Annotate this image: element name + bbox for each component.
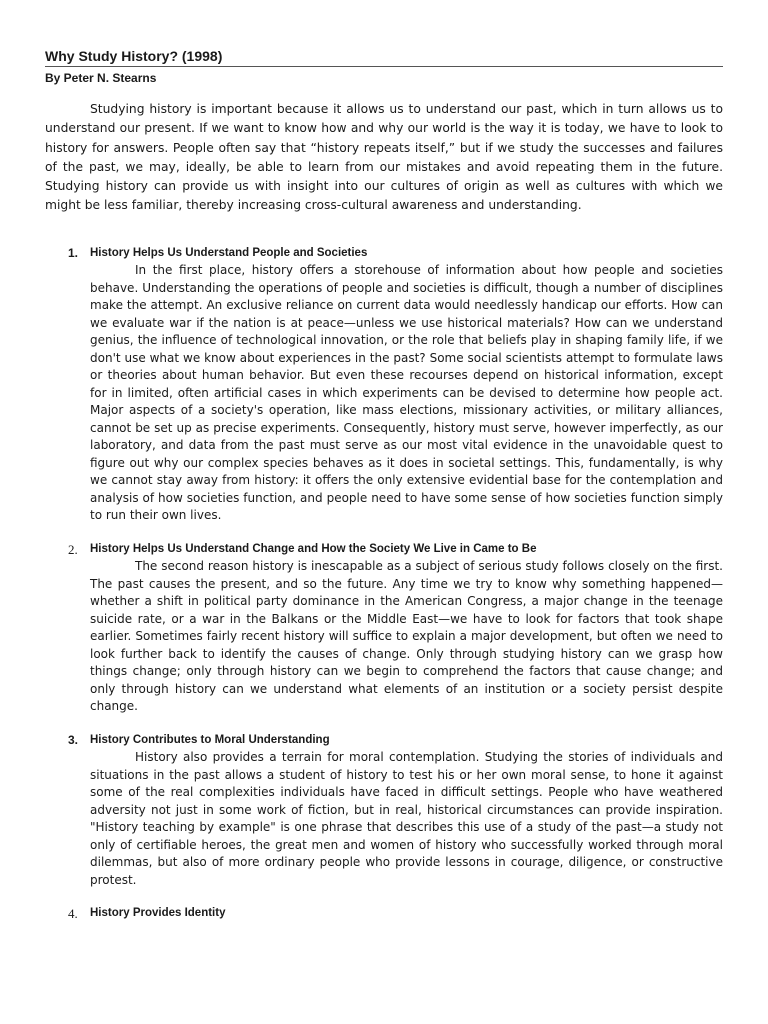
section-number: 1. — [68, 245, 79, 260]
document-page — [45, 47, 723, 923]
section-heading: History Helps Us Understand People and Societies — [90, 246, 368, 259]
author-byline: By Peter N. Stearns — [45, 71, 157, 85]
section-3 — [45, 732, 723, 890]
document-title: Why Study History? (1998) — [45, 47, 723, 67]
section-body: History also provides a terrain for moral contemplation. Studying the stories of individuals and situations in the past allows a student of history to test his or her own moral sense, to hone it against some of the real complexities individuals have faced in difficult settings. People who have weathered adversity not just in some work of fiction, but in real, historical circumstances can provide inspiration. "History teaching by example" is one phrase that describes this use of a study of the past—a study not only of certifiable heroes, the great men and women of history who successfully worked through moral dilemmas, but also of more ordinary people who provide lessons in courage, diligence, or constructive protest. — [90, 750, 723, 887]
section-body: The second reason history is inescapable as a subject of serious study follows closely on the first. The past causes the present, and so the future. Any time we try to know why something happened—whether a shift in political party dominance in the American Congress, a major change in the teenage suicide rate, or a war in the Balkans or the Middle East—we have to look for factors that took shape earlier. Sometimes fairly recent history will suffice to explain a major development, but often we need to look further back to identify the causes of change. Only through studying history can we grasp how things change; only through history can we begin to comprehend the factors that cause change; and only through history can we understand what elements of an institution or a society persist despite change. — [90, 559, 723, 714]
section-1 — [45, 245, 723, 525]
section-heading: History Provides Identity — [90, 907, 226, 920]
section-number: 4. — [68, 906, 78, 922]
section-4 — [45, 905, 723, 923]
section-2 — [45, 541, 723, 716]
section-heading: History Helps Us Understand Change and How the Society We Live in Came to Be — [90, 542, 537, 555]
section-number: 3. — [68, 732, 79, 747]
intro-paragraph: Studying history is important because it allows us to understand our past, which in turn allows us to understand our present. If we want to know how and why our world is the way it is today, we have to look to history for answers. People often say that “history repeats itself,” but if we study the successes and failures of the past, we may, ideally, be able to learn from our mistakes and avoid repeating them in the future. Studying history can provide us with insight into our cultures of origin as well as cultures with which we might be less familiar, thereby increasing cross-cultural awareness and understanding. — [45, 102, 723, 213]
section-heading: History Contributes to Moral Understanding — [90, 733, 330, 746]
section-body: In the first place, history offers a storehouse of information about how people and societies behave. Understanding the operations of people and societies is difficult, though a number of disciplines make the attempt. An exclusive reliance on current data would needlessly handicap our efforts. How can we evaluate war if the nation is at peace—unless we use historical materials? How can we understand genius, the influence of technological innovation, or the role that beliefs play in shaping family life, if we don't use what we know about experiences in the past? Some social scientists attempt to formulate laws or theories about human behavior. But even these recourses depend on historical information, except for in limited, often artificial cases in which experiments can be devised to determine how people act. Major aspects of a society's operation, like mass elections, missionary activities, or military alliances, cannot be set up as precise experiments. Consequently, history must serve, however imperfectly, as our laboratory, and data from the past must serve as our most vital evidence in the unavoidable quest to figure out why our complex species behaves as it does in societal settings. This, fundamentally, is why we cannot stay away from history: it offers the only extensive evidential base for the contemplation and analysis of how societies function, and people need to have some sense of how societies function simply to run their own lives. — [90, 263, 723, 523]
section-number: 2. — [68, 541, 78, 557]
